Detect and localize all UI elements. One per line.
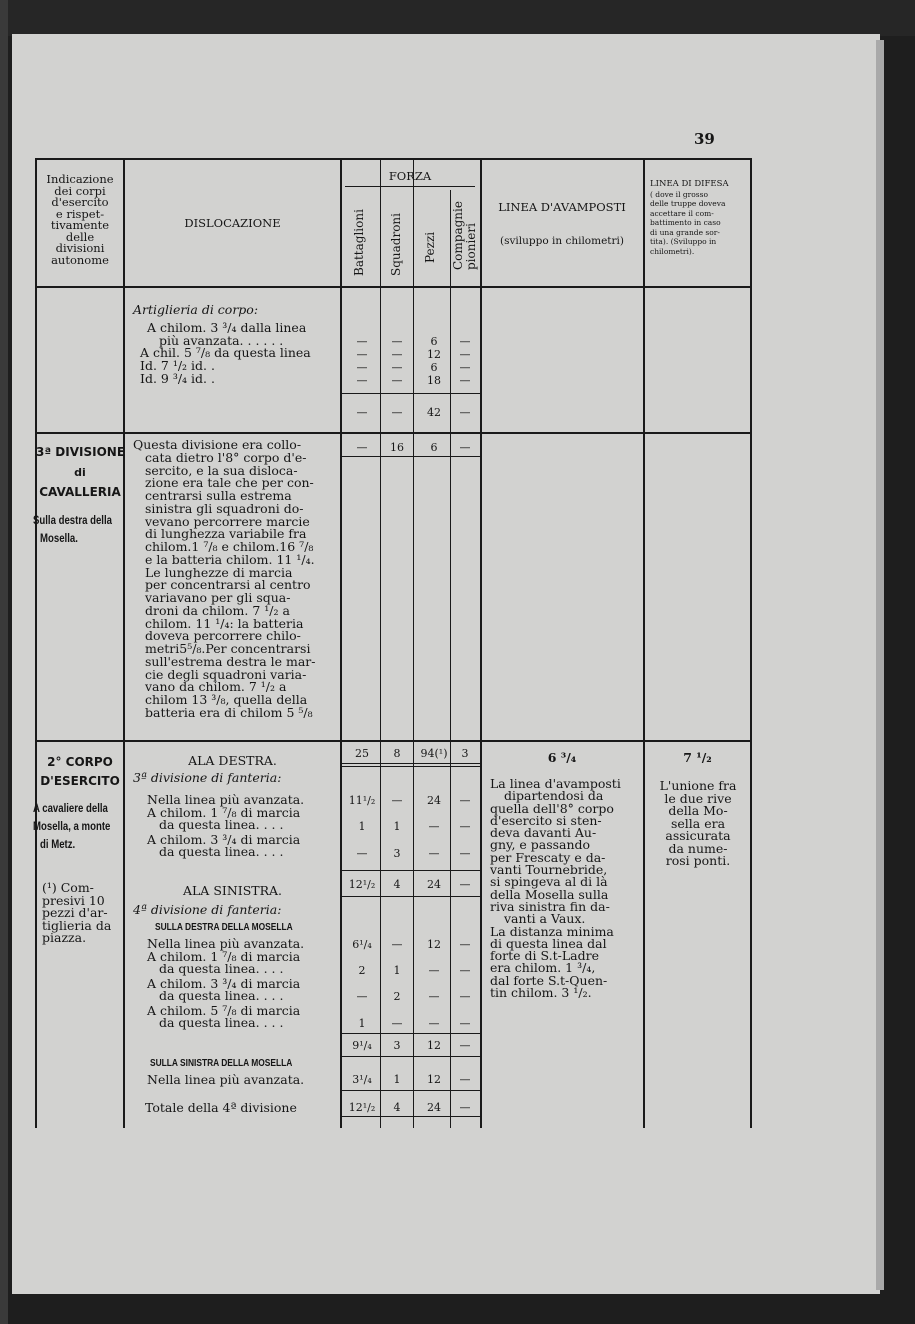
section1-row-4-label: Id. 9 ³/₄ id. . (140, 371, 215, 386)
header-avamposti-sub: (sviluppo in chilometri) (499, 235, 624, 247)
dx-r2-pezzi: — (428, 820, 440, 833)
sx-r3-battaglioni: — (356, 990, 368, 1003)
s1-total-squadroni: — (391, 406, 403, 419)
s3-total-pezzi: 94(¹) (420, 747, 448, 760)
sx-r4-squadroni: — (391, 1017, 403, 1030)
sx2-row-label: Nella linea più avanzata. (147, 1072, 305, 1087)
sx-row-1-label: Nella linea più avanzata. (147, 936, 305, 951)
dx-row-1-label: Nella linea più avanzata. (147, 792, 305, 807)
section3-footnote: (¹) Com- presivi 10 pezzi d'ar- tiglieria da piazza. (42, 880, 112, 945)
avamposti-text: La linea d'avamposti dipartendosi da quella dell'8° corpo d'esercito si sten- deva davanti Au- gny, e passando per Frescaty e da- vanti Tournebride, si spingeva al di là della Mosella sulla riva sinistra fin da- vanti a Vaux. La distanza minima di questa linea dal forte di S.t-Ladre era chilom. 1 ³/₄, dal forte S.t-Quen- tin chilom. 3 ¹/₂. (490, 776, 621, 1001)
s1-total-compagnie: — (459, 406, 471, 419)
sx-r1-pezzi: 12 (427, 938, 441, 951)
s1-r3-squadroni: — (391, 361, 403, 374)
sx-r2-squadroni: 1 (393, 964, 401, 977)
dx-total-battaglioni: 12¹/₂ (348, 878, 376, 891)
sx-r2-battaglioni: 2 (358, 964, 366, 977)
dx-total-compagnie: — (459, 878, 471, 891)
dx-total-pezzi: 24 (427, 878, 441, 891)
sx-r1-squadroni: — (391, 938, 403, 951)
section1-row-3-label: Id. 7 ¹/₂ id. . (140, 358, 215, 373)
section2-location-1: Sulla destra della (33, 513, 112, 527)
sx-total-pezzi: 12 (427, 1039, 441, 1052)
ala-sinistra-heading: ALA SINISTRA. (182, 883, 283, 898)
scan-top-border (0, 0, 915, 36)
header-linea-difesa: LINEA DI DIFESA ( dove il grosso delle truppe doveva accettare il com- battimento in caso di una grande sor- tita). (Sviluppo in chilometri). (650, 179, 729, 256)
section1-row-1-label: A chilom. 3 ³/₄ dalla linea più avanzata. . . . . . (147, 320, 307, 348)
sx-row-4-label: A chilom. 5 ⁷/₈ di marcia da questa linea. . . . (147, 1003, 301, 1030)
sx-r3-compagnie: — (459, 990, 471, 1003)
sx-total-compagnie: — (459, 1039, 471, 1052)
dx-row-3-label: A chilom. 3 ³/₄ di marcia da questa linea. . . . (147, 832, 301, 859)
sx2-pezzi: 12 (427, 1073, 441, 1086)
s1-r1-battaglioni: — (356, 335, 368, 348)
sx-r2-compagnie: — (459, 964, 471, 977)
s1-total-battaglioni: — (356, 406, 368, 419)
dx-r1-squadroni: — (391, 794, 403, 807)
sx-r4-compagnie: — (459, 1017, 471, 1030)
ala-destra-heading: ALA DESTRA. (188, 753, 277, 768)
sx-row-2-label: A chilom. 1 ⁷/₈ di marcia da questa linea. . . . (147, 949, 301, 976)
header-indicazione: Indicazione dei corpi d'esercito e rispet- tivamente delle divisioni autonome (46, 172, 114, 267)
s1-r3-compagnie: — (459, 361, 471, 374)
section3-unit-1: 2° CORPO (47, 755, 113, 769)
dx-r2-compagnie: — (459, 820, 471, 833)
s1-r4-battaglioni: — (356, 374, 368, 387)
s1-r3-pezzi: 6 (430, 361, 438, 374)
totale-4-divisione-label: Totale della 4ª divisione (145, 1100, 297, 1115)
s1-total-pezzi: 42 (427, 406, 441, 419)
section2-text: Questa divisione era collo- cata dietro l'8° corpo d'e- sercito, e la sua disloca- zione era tale che per con- centrarsi sulla estrema sinistra gli squadroni do- vevano percorrere marcie di lunghezza variabile fra chilom.1 ⁷/₈ e chilom.16 ⁷/₈ e la batteria chilom. 11 ¹/₄. Le lunghezze di marcia per concentrarsi al centro variavano per gli squa- droni da chilom. 7 ¹/₂ a chilom. 11 ¹/₄: la batteria doveva percorrere chilo- metri5⁵/₈.Per concentrarsi sull'estrema destra le mar- cie degli squadroni varia- vano da chilom. 7 ¹/₂ a chilom 13 ³/₈, quella della batteria era di chilom 5 ⁵/₈ (133, 437, 316, 720)
s1-r1-pezzi: 6 (430, 335, 438, 348)
section1-title: Artiglieria di corpo: (133, 302, 259, 317)
page-number: 39 (694, 130, 715, 148)
totale-squadroni: 4 (393, 1101, 401, 1114)
data-table (30, 158, 755, 1128)
sx2-squadroni: 1 (393, 1073, 401, 1086)
sx-r4-pezzi: — (428, 1017, 440, 1030)
s2-battaglioni: — (356, 441, 368, 454)
header-compagnie-pionieri: Compagnie pionieri (451, 201, 478, 270)
dx-r3-compagnie: — (459, 847, 471, 860)
totale-battaglioni: 12¹/₂ (348, 1101, 376, 1114)
avamposti-length: 6 ³/₄ (547, 750, 577, 765)
page-edge (876, 40, 884, 1290)
sx-r3-squadroni: 2 (393, 990, 401, 1003)
totale-compagnie: — (459, 1101, 471, 1114)
dx-r2-squadroni: 1 (393, 820, 401, 833)
s2-pezzi: 6 (430, 441, 438, 454)
difesa-text: L'unione fra le due rive della Mo- sella era assicurata da nume- rosi ponti. (659, 778, 737, 868)
s1-r2-compagnie: — (459, 348, 471, 361)
s3-total-squadroni: 8 (393, 747, 401, 760)
sx2-battaglioni: 3¹/₄ (352, 1073, 372, 1086)
s1-r1-compagnie: — (459, 335, 471, 348)
s3-total-compagnie: 3 (461, 747, 469, 760)
sx-r1-compagnie: — (459, 938, 471, 951)
section2-location-2: Mosella. (40, 531, 78, 545)
header-pezzi: Pezzi (423, 231, 437, 263)
s2-compagnie: — (459, 441, 471, 454)
s1-r2-battaglioni: — (356, 348, 368, 361)
dx-r3-pezzi: — (428, 847, 440, 860)
s1-r3-battaglioni: — (356, 361, 368, 374)
s1-r1-squadroni: — (391, 335, 403, 348)
section2-unit-2: di (74, 466, 86, 479)
header-squadroni: Squadroni (389, 213, 403, 276)
dx-r3-battaglioni: — (356, 847, 368, 860)
section2-unit-1: 3ª DIVISIONE (36, 445, 126, 459)
sx2-compagnie: — (459, 1073, 471, 1086)
dx-r1-pezzi: 24 (427, 794, 441, 807)
section3-location-3: di Metz. (40, 837, 76, 851)
book-spine (0, 0, 8, 1324)
dx-r3-squadroni: 3 (393, 847, 401, 860)
s2-squadroni: 16 (390, 441, 404, 454)
sx-total-squadroni: 3 (393, 1039, 401, 1052)
s1-r4-pezzi: 18 (427, 374, 441, 387)
totale-pezzi: 24 (427, 1101, 441, 1114)
sx-sub2-heading: SULLA SINISTRA DELLA MOSELLA (150, 1057, 293, 1069)
header-forza: FORZA (388, 169, 432, 183)
dx-total-squadroni: 4 (393, 878, 401, 891)
div4-heading: 4ª divisione di fanteria: (133, 902, 282, 917)
section3-location-2: Mosella, a monte (33, 819, 111, 833)
difesa-length: 7 ¹/₂ (683, 750, 712, 765)
sx-r1-battaglioni: 6¹/₄ (352, 938, 372, 951)
s1-r2-pezzi: 12 (427, 348, 441, 361)
section2-unit-3: CAVALLERIA (39, 485, 121, 499)
s1-r4-squadroni: — (391, 374, 403, 387)
header-battaglioni: Battaglioni (352, 209, 366, 276)
sx-r2-pezzi: — (428, 964, 440, 977)
header-linea-avamposti: LINEA D'AVAMPOSTI (498, 200, 626, 214)
s1-r4-compagnie: — (459, 374, 471, 387)
dx-r1-compagnie: — (459, 794, 471, 807)
sx-total-battaglioni: 9¹/₄ (352, 1039, 372, 1052)
sx-r4-battaglioni: 1 (358, 1017, 366, 1030)
div3-heading: 3ª divisione di fanteria: (133, 770, 282, 785)
dx-r2-battaglioni: 1 (358, 820, 366, 833)
dx-row-2-label: A chilom. 1 ⁷/₈ di marcia da questa linea. . . . (147, 805, 301, 832)
section3-location-1: A cavaliere della (33, 801, 108, 815)
section1-row-2-label: A chil. 5 ⁷/₈ da questa linea (140, 345, 311, 360)
sx-sub-heading: SULLA DESTRA DELLA MOSELLA (155, 921, 293, 933)
sx-row-3-label: A chilom. 3 ³/₄ di marcia da questa linea. . . . (147, 976, 301, 1003)
section3-unit-2: D'ESERCITO (40, 774, 120, 788)
dx-r1-battaglioni: 11¹/₂ (348, 794, 376, 807)
sx-r3-pezzi: — (428, 990, 440, 1003)
s3-total-battaglioni: 25 (355, 747, 369, 760)
s1-r2-squadroni: — (391, 348, 403, 361)
header-dislocazione: DISLOCAZIONE (184, 216, 281, 230)
